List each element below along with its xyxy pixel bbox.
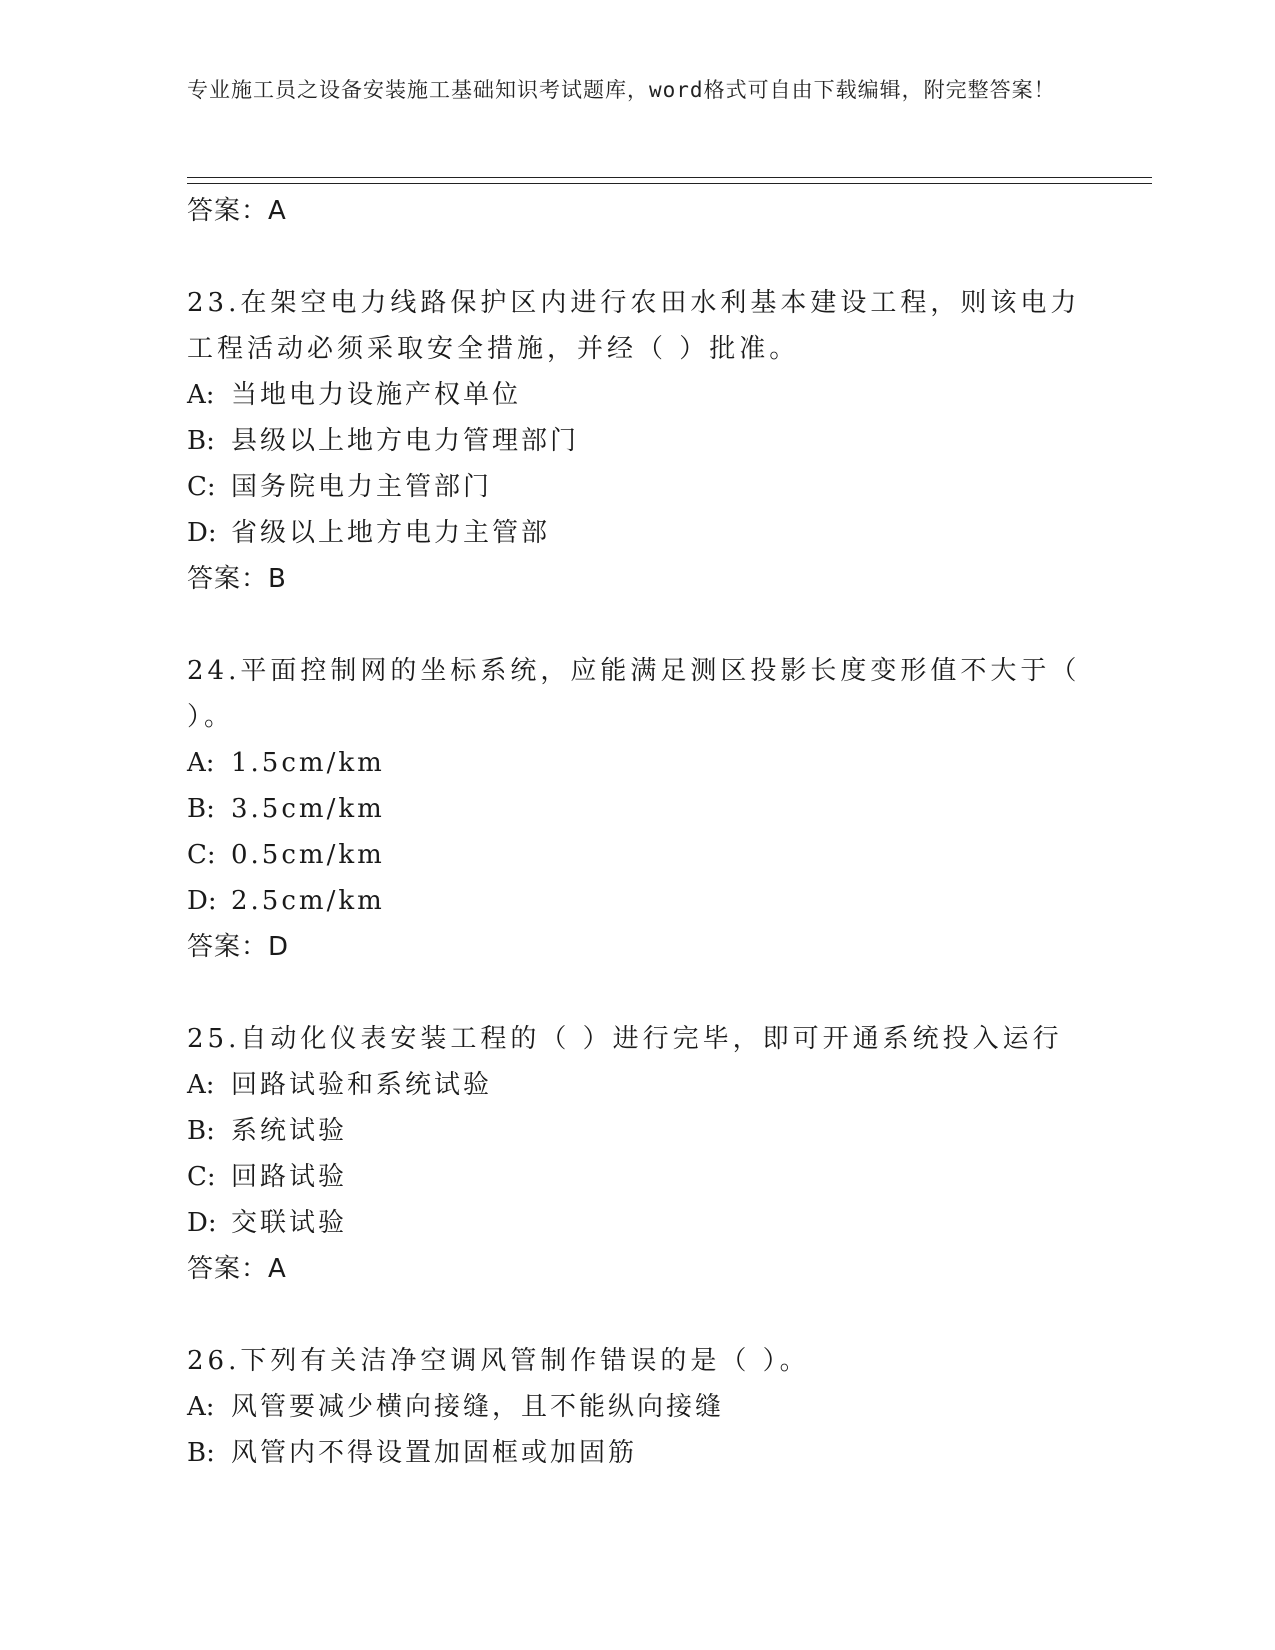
question-26: 26.下列有关洁净空调风管制作错误的是（ ）。 <box>187 1346 810 1376</box>
option-c <box>187 1154 1087 1200</box>
option-text: 2.5cm/km <box>231 886 385 916</box>
answer-line: 答案：B <box>187 564 287 594</box>
option-label: B: <box>187 794 215 824</box>
option-text: 风管内不得设置加固框或加固筋 <box>231 1438 638 1468</box>
option-label: A: <box>187 380 215 410</box>
answer-line: 答案：A <box>187 196 287 226</box>
option-label: A: <box>187 1392 215 1422</box>
option-label: B: <box>187 1438 215 1468</box>
option-text: 交联试验 <box>231 1208 348 1238</box>
answer-line: 答案：D <box>187 932 290 962</box>
question-24: 24.平面控制网的坐标系统，应能满足测区投影长度变形值不大于（ ）。 <box>187 656 1081 732</box>
option-label: C: <box>187 840 216 870</box>
option-text: 1.5cm/km <box>231 748 385 778</box>
option-label: D: <box>187 1208 217 1238</box>
option-text: 当地电力设施产权单位 <box>231 380 522 410</box>
question-23: 23.在架空电力线路保护区内进行农田水利基本建设工程，则该电力工程活动必须采取安全措施，并经（ ）批准。 <box>187 288 1081 364</box>
option-a <box>187 1062 1087 1108</box>
header-rule-bottom <box>187 183 1152 184</box>
document-header: 专业施工员之设备安装施工基础知识考试题库，word格式可自由下载编辑，附完整答案！ <box>187 78 1056 102</box>
option-label: C: <box>187 472 216 502</box>
option-label: D: <box>187 518 217 548</box>
answer-line: 答案：A <box>187 1254 287 1284</box>
option-text: 国务院电力主管部门 <box>231 472 493 502</box>
header-rule-top <box>187 177 1152 178</box>
option-label: A: <box>187 748 215 778</box>
option-text: 回路试验 <box>231 1162 348 1192</box>
option-c <box>187 832 1087 878</box>
option-d <box>187 1200 1087 1246</box>
option-text: 3.5cm/km <box>231 794 385 824</box>
option-c <box>187 464 1087 510</box>
option-text: 系统试验 <box>231 1116 348 1146</box>
option-text: 县级以上地方电力管理部门 <box>231 426 580 456</box>
option-label: C: <box>187 1162 216 1192</box>
option-b <box>187 1430 1087 1476</box>
option-label: B: <box>187 1116 215 1146</box>
option-label: D: <box>187 886 217 916</box>
option-d <box>187 878 1087 924</box>
option-a <box>187 1384 1087 1430</box>
option-b <box>187 786 1087 832</box>
option-text: 0.5cm/km <box>231 840 385 870</box>
option-a <box>187 740 1087 786</box>
option-text: 回路试验和系统试验 <box>231 1070 493 1100</box>
option-b <box>187 418 1087 464</box>
option-b <box>187 1108 1087 1154</box>
option-a <box>187 372 1087 418</box>
question-list <box>187 188 1087 1476</box>
option-d <box>187 510 1087 556</box>
option-text: 风管要减少横向接缝，且不能纵向接缝 <box>231 1392 725 1422</box>
question-25: 25.自动化仪表安装工程的（ ）进行完毕，即可开通系统投入运行 <box>187 1024 1063 1054</box>
option-label: A: <box>187 1070 215 1100</box>
option-text: 省级以上地方电力主管部 <box>231 518 551 548</box>
option-label: B: <box>187 426 215 456</box>
